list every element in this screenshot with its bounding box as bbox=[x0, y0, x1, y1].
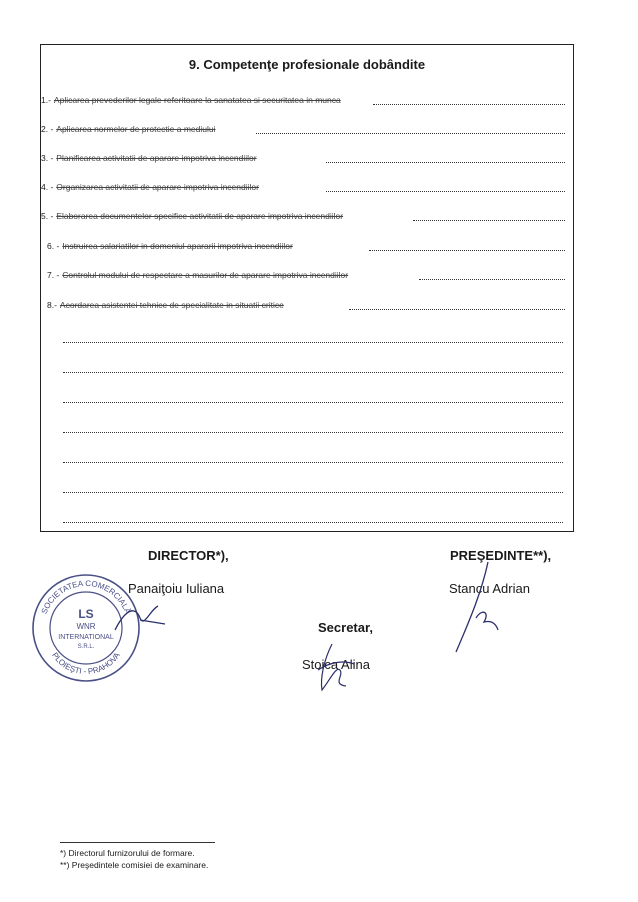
dotted-leader bbox=[256, 133, 565, 134]
director-name: Panaiţoiu Iuliana bbox=[128, 581, 225, 596]
stamp-bottom-text: PLOIEŞTI - PRAHOVA bbox=[50, 650, 122, 677]
item-number: 3. - bbox=[41, 153, 54, 163]
stamp-center-3: INTERNATIONAL bbox=[58, 634, 114, 641]
footnote-president: **) Preşedintele comisiei de examinare. bbox=[60, 860, 209, 870]
item-number: 6. - bbox=[47, 241, 60, 251]
blank-line bbox=[63, 492, 563, 493]
competence-item bbox=[47, 241, 565, 255]
item-text: Elaborarea documentelor specifice activitatii de aparare impotriva incendiilor bbox=[56, 211, 344, 221]
item-number: 5. - bbox=[41, 211, 54, 221]
item-text: Organizarea activitatii de aparare impotriva incendiilor bbox=[56, 182, 259, 192]
blank-line bbox=[63, 402, 563, 403]
item-number: 4. - bbox=[41, 182, 54, 192]
footnote-director: *) Directorul furnizorului de formare. bbox=[60, 848, 195, 858]
blank-line bbox=[63, 522, 563, 523]
dotted-leader bbox=[349, 309, 565, 310]
dotted-leader bbox=[419, 279, 565, 280]
competence-item bbox=[41, 153, 565, 167]
item-text: Acordarea asistentei tehnice de specialitate in situatii critice bbox=[59, 300, 284, 310]
item-number: 7. - bbox=[47, 270, 60, 280]
blank-line bbox=[63, 342, 563, 343]
item-text: Planificarea activitatii de aparare impotriva incendiilor bbox=[56, 153, 257, 163]
competence-item bbox=[47, 300, 565, 314]
secretary-name: Stoica Alina bbox=[302, 657, 370, 672]
item-number: 8.- bbox=[47, 300, 57, 310]
item-text: Aplicarea prevederilor legale referitoare la sanatatea si securitatea in munca bbox=[53, 95, 341, 105]
president-label: PREŞEDINTE**), bbox=[450, 548, 552, 563]
secretary-signature bbox=[310, 640, 360, 695]
competence-item bbox=[41, 124, 565, 138]
stamp-top-text: SOCIETATEA COMERCIALĂ bbox=[39, 578, 133, 616]
competences-box bbox=[40, 44, 574, 532]
blank-line bbox=[63, 432, 563, 433]
stamp-center-1: LS bbox=[78, 607, 94, 621]
secretary-label: Secretar, bbox=[318, 620, 373, 635]
item-number: 2. - bbox=[41, 124, 54, 134]
blank-line bbox=[63, 372, 563, 373]
blank-line bbox=[63, 462, 563, 463]
dotted-leader bbox=[369, 250, 565, 251]
stamp-center-4: S.R.L. bbox=[77, 644, 95, 650]
dotted-leader bbox=[326, 162, 565, 163]
competence-item bbox=[41, 182, 565, 196]
director-signature bbox=[110, 600, 170, 640]
competence-item bbox=[41, 95, 565, 109]
competence-item bbox=[47, 270, 565, 284]
dotted-leader bbox=[413, 220, 565, 221]
item-text: Aplicarea normelor de protectie a mediului bbox=[56, 124, 216, 134]
president-signature bbox=[448, 560, 508, 655]
stamp-center-2: WNR bbox=[76, 622, 96, 631]
president-name: Stancu Adrian bbox=[449, 581, 530, 596]
director-label: DIRECTOR*), bbox=[148, 548, 229, 563]
competence-item bbox=[41, 211, 565, 225]
section-title: 9. Competenţe profesionale dobândite bbox=[188, 57, 426, 72]
item-text: Instruirea salariatilor in domeniul apararii impotriva incendiilor bbox=[62, 241, 293, 251]
dotted-leader bbox=[373, 104, 565, 105]
footnote-rule bbox=[60, 842, 215, 843]
dotted-leader bbox=[326, 191, 565, 192]
item-text: Controlul modului de respectare a masurilor de aparare impotriva incendiilor bbox=[62, 270, 349, 280]
item-number: 1.- bbox=[41, 95, 51, 105]
